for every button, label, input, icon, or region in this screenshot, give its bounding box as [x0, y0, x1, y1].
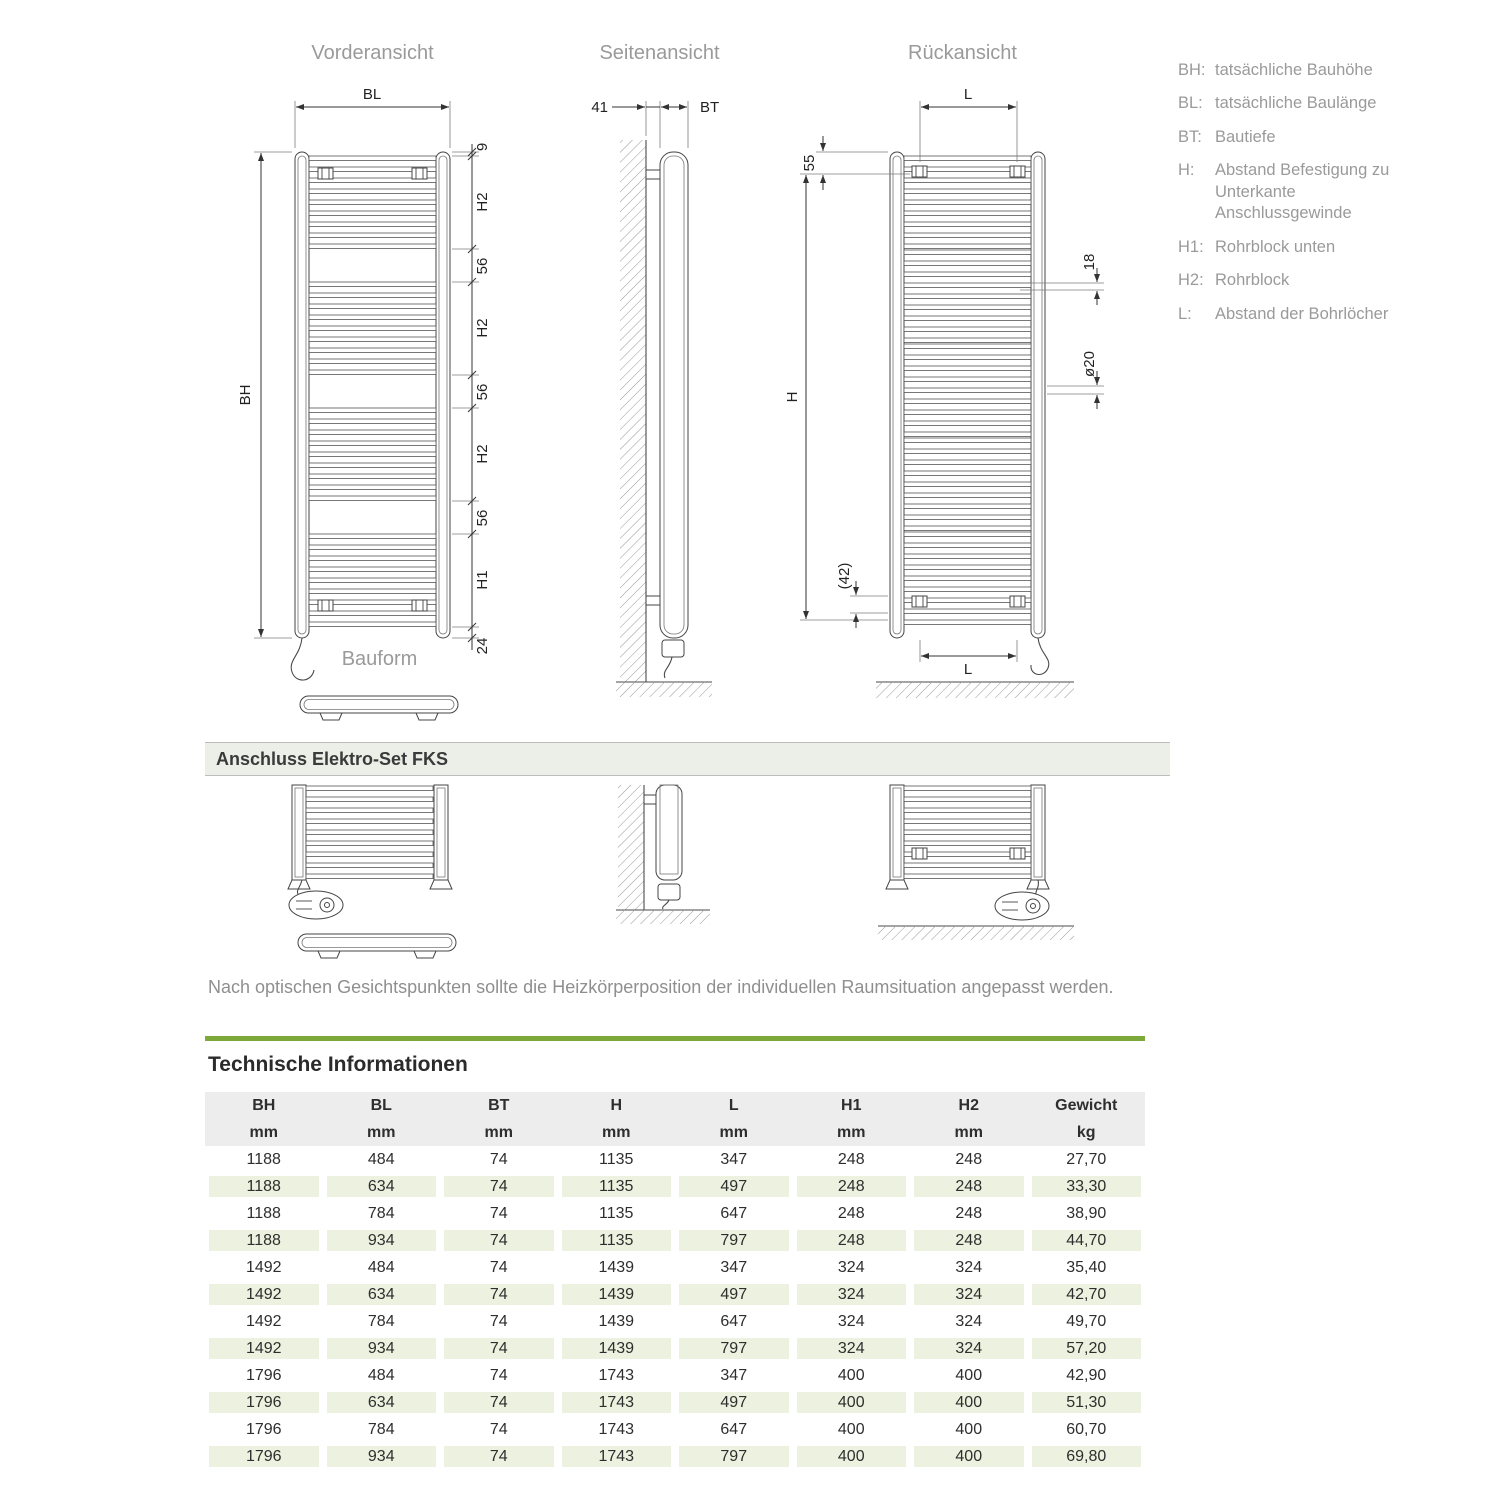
- dim-bl-label: BL: [362, 86, 382, 103]
- column-label: BH: [205, 1092, 323, 1119]
- table-cell: 69,80: [1028, 1443, 1146, 1470]
- table-title: Technische Informationen: [208, 1053, 468, 1076]
- table-cell: 1135: [558, 1173, 676, 1200]
- table-cell: 1492: [245, 1312, 282, 1330]
- table-cell: 248: [955, 1204, 983, 1222]
- table-cell: 1439: [558, 1335, 676, 1362]
- table-cell: 324: [955, 1312, 983, 1330]
- table-cell: 248: [910, 1173, 1028, 1200]
- table-head: [205, 1092, 1145, 1146]
- table-row: [205, 1227, 1145, 1254]
- table-cell: 400: [955, 1366, 983, 1384]
- table-cell: 1492: [205, 1335, 323, 1362]
- legend-item: [1178, 304, 1420, 325]
- dim-41-label: 41: [591, 99, 608, 116]
- table-cell: 934: [323, 1335, 441, 1362]
- dim-56-label: 56: [474, 383, 491, 401]
- table-cell: 634: [323, 1281, 441, 1308]
- table-cell: 400: [837, 1420, 865, 1438]
- table-cell: 248: [955, 1150, 983, 1168]
- table-row: [205, 1443, 1145, 1470]
- table-cell: 784: [367, 1312, 395, 1330]
- table-cell: 497: [675, 1281, 793, 1308]
- table-cell: 1743: [558, 1389, 676, 1416]
- legend: [1178, 60, 1420, 337]
- front-view-title: Vorderansicht: [311, 42, 434, 64]
- table-cell: 324: [793, 1281, 911, 1308]
- column-label: BT: [440, 1092, 558, 1119]
- table-cell: 74: [489, 1366, 508, 1384]
- dim-42-label: (42): [836, 562, 853, 590]
- legend-text: Abstand der Bohrlöcher: [1215, 304, 1389, 323]
- side-view-title: Seitenansicht: [599, 42, 720, 64]
- legend-key: H:: [1178, 161, 1195, 180]
- green-divider: [205, 1036, 1145, 1041]
- table-cell: 74: [440, 1389, 558, 1416]
- table-cell: 1188: [246, 1204, 281, 1222]
- table-cell: 324: [910, 1281, 1028, 1308]
- table-cell: 1796: [245, 1420, 282, 1438]
- table-cell: 1743: [558, 1443, 676, 1470]
- table-cell: 647: [720, 1204, 748, 1222]
- header-row-units: [205, 1119, 1145, 1146]
- table-cell: 797: [675, 1227, 793, 1254]
- dim-h2-label: H2: [474, 318, 491, 338]
- dim-h2-label: H2: [474, 192, 491, 212]
- dim-h-label: H: [784, 391, 801, 403]
- table-cell: 647: [720, 1312, 748, 1330]
- column-unit: mm: [910, 1119, 1028, 1146]
- legend-item: [1178, 237, 1420, 258]
- section-anschluss: [205, 742, 1170, 776]
- dim-24-label: 24: [474, 637, 491, 655]
- table-body: [205, 1146, 1145, 1470]
- table-cell: 1743: [598, 1420, 635, 1438]
- table-cell: 347: [720, 1258, 748, 1276]
- legend-text: Rohrblock: [1215, 271, 1290, 290]
- rear-view: [784, 86, 1104, 698]
- legend-key: H2:: [1178, 271, 1204, 290]
- table-cell: 248: [837, 1204, 865, 1222]
- table-cell: 484: [367, 1150, 395, 1168]
- table-cell: 1188: [246, 1150, 281, 1168]
- table-cell: 74: [489, 1312, 508, 1330]
- header-row-labels: [205, 1092, 1145, 1119]
- column-label: Gewicht: [1028, 1092, 1146, 1119]
- legend-text: tatsächliche Bauhöhe: [1215, 61, 1373, 79]
- table-cell: 42,90: [1066, 1366, 1107, 1384]
- column-label: H1: [793, 1092, 911, 1119]
- table-row: [205, 1335, 1145, 1362]
- legend-key: BL:: [1178, 94, 1203, 113]
- table-cell: 647: [720, 1420, 748, 1438]
- table-cell: 784: [367, 1204, 395, 1222]
- column-unit: mm: [675, 1119, 793, 1146]
- table-cell: 400: [910, 1443, 1028, 1470]
- table-cell: 60,70: [1066, 1420, 1107, 1438]
- column-unit: mm: [793, 1119, 911, 1146]
- dim-55-label: 55: [801, 154, 818, 172]
- table-row: [205, 1254, 1145, 1281]
- table-row: [205, 1416, 1145, 1443]
- legend-key: L:: [1178, 304, 1192, 323]
- dim-18-label: 18: [1081, 253, 1098, 271]
- legend-item: [1178, 160, 1420, 224]
- anschluss-rear-drawing: [878, 785, 1074, 940]
- table-cell: 347: [720, 1366, 748, 1384]
- column-unit: mm: [440, 1119, 558, 1146]
- column-unit: mm: [205, 1119, 323, 1146]
- legend-item: [1178, 270, 1420, 291]
- column-unit: mm: [558, 1119, 676, 1146]
- table-cell: 1796: [205, 1389, 323, 1416]
- legend-text: Rohrblock unten: [1215, 237, 1336, 256]
- table-row: [205, 1389, 1145, 1416]
- legend-text: Abstand Befestigung zu Unterkante Anschlussgewinde: [1215, 161, 1390, 223]
- table-cell: 1135: [558, 1227, 676, 1254]
- table-row: [205, 1281, 1145, 1308]
- table-cell: 44,70: [1028, 1227, 1146, 1254]
- table-cell: 324: [955, 1258, 983, 1276]
- table-row: [205, 1362, 1145, 1389]
- table-cell: 74: [440, 1227, 558, 1254]
- legend-key: BH:: [1178, 61, 1206, 79]
- table-cell: 248: [793, 1173, 911, 1200]
- table-cell: 74: [440, 1443, 558, 1470]
- table-cell: 27,70: [1066, 1150, 1107, 1168]
- table-cell: 1492: [205, 1281, 323, 1308]
- table-row: [205, 1308, 1145, 1335]
- table-cell: 1188: [205, 1173, 323, 1200]
- table-row: [205, 1146, 1145, 1173]
- table-cell: 38,90: [1066, 1204, 1107, 1222]
- table-cell: 248: [910, 1227, 1028, 1254]
- column-label: BL: [323, 1092, 441, 1119]
- table-cell: 324: [837, 1312, 865, 1330]
- column-unit: kg: [1028, 1119, 1146, 1146]
- table-cell: 49,70: [1066, 1312, 1107, 1330]
- legend-key: H1:: [1178, 237, 1204, 256]
- table-cell: 1188: [205, 1227, 323, 1254]
- table-cell: 74: [440, 1281, 558, 1308]
- dim-h2-label: H2: [474, 444, 491, 464]
- legend-item: [1178, 60, 1420, 81]
- front-view: [237, 86, 491, 680]
- table-cell: 74: [440, 1335, 558, 1362]
- table-cell: 1439: [598, 1312, 635, 1330]
- table-cell: 484: [367, 1258, 395, 1276]
- table-cell: 400: [955, 1420, 983, 1438]
- table-cell: 634: [323, 1389, 441, 1416]
- table-cell: 400: [910, 1389, 1028, 1416]
- table-cell: 74: [440, 1173, 558, 1200]
- legend-text: tatsächliche Baulänge: [1215, 94, 1377, 113]
- table-cell: 42,70: [1028, 1281, 1146, 1308]
- table-cell: 797: [675, 1335, 793, 1362]
- table-cell: 74: [489, 1204, 508, 1222]
- table-cell: 74: [489, 1420, 508, 1438]
- table-cell: 1796: [205, 1443, 323, 1470]
- column-unit: mm: [323, 1119, 441, 1146]
- table-cell: 400: [793, 1389, 911, 1416]
- table-cell: 934: [323, 1443, 441, 1470]
- column-label: H2: [910, 1092, 1028, 1119]
- dim-dia20-label: ø20: [1081, 351, 1098, 377]
- dim-h1-label: H1: [474, 570, 491, 590]
- column-label: H: [558, 1092, 676, 1119]
- table-cell: 33,30: [1028, 1173, 1146, 1200]
- table-cell: 934: [323, 1227, 441, 1254]
- table-cell: 1135: [599, 1204, 634, 1222]
- legend-item: [1178, 93, 1420, 114]
- legend-key: BT:: [1178, 127, 1202, 146]
- rear-view-title: Rückansicht: [908, 42, 1017, 64]
- dim-56-label: 56: [474, 509, 491, 527]
- table-cell: 484: [367, 1366, 395, 1384]
- table-cell: 347: [720, 1150, 748, 1168]
- note-text: Nach optischen Gesichtspunkten sollte die Heizkörperposition der individuellen Raumsituation angepasst werden.: [208, 977, 1114, 997]
- table-cell: 324: [837, 1258, 865, 1276]
- table-cell: 35,40: [1066, 1258, 1107, 1276]
- table-cell: 248: [793, 1227, 911, 1254]
- column-label: L: [675, 1092, 793, 1119]
- side-view: [591, 99, 719, 697]
- table-cell: 497: [675, 1389, 793, 1416]
- table-cell: 74: [489, 1150, 508, 1168]
- table-row: [205, 1173, 1145, 1200]
- table-cell: 324: [910, 1335, 1028, 1362]
- table-cell: 784: [367, 1420, 395, 1438]
- table-cell: 1743: [598, 1366, 635, 1384]
- anschluss-side-drawing: [616, 785, 710, 924]
- anschluss-front-drawing: [288, 785, 456, 958]
- dim-9-label: 9: [474, 142, 491, 152]
- tech-info-table: [205, 1092, 1145, 1470]
- table-cell: 1135: [599, 1150, 634, 1168]
- table-cell: 248: [837, 1150, 865, 1168]
- dim-56-label: 56: [474, 257, 491, 275]
- table-cell: 57,20: [1028, 1335, 1146, 1362]
- bauform-title: Bauform: [341, 648, 418, 670]
- table-row: [205, 1200, 1145, 1227]
- bauform-profile: [300, 696, 458, 720]
- table-cell: 1492: [245, 1258, 282, 1276]
- legend-text: Bautiefe: [1215, 127, 1276, 146]
- dim-l-top-label: L: [963, 86, 973, 103]
- table-cell: 51,30: [1028, 1389, 1146, 1416]
- section-anschluss-title: Anschluss Elektro-Set FKS: [216, 748, 449, 769]
- legend-item: [1178, 127, 1420, 148]
- table-cell: 324: [793, 1335, 911, 1362]
- table-cell: 797: [675, 1443, 793, 1470]
- dim-l-bottom-label: L: [963, 661, 973, 678]
- dim-bh-label: BH: [237, 384, 254, 406]
- table-cell: 1796: [245, 1366, 282, 1384]
- table-cell: 1439: [558, 1281, 676, 1308]
- table-cell: 400: [793, 1443, 911, 1470]
- dim-bt-label: BT: [700, 99, 720, 116]
- table-cell: 400: [837, 1366, 865, 1384]
- table-cell: 1439: [598, 1258, 635, 1276]
- table-cell: 634: [323, 1173, 441, 1200]
- table-cell: 497: [675, 1173, 793, 1200]
- table-cell: 74: [489, 1258, 508, 1276]
